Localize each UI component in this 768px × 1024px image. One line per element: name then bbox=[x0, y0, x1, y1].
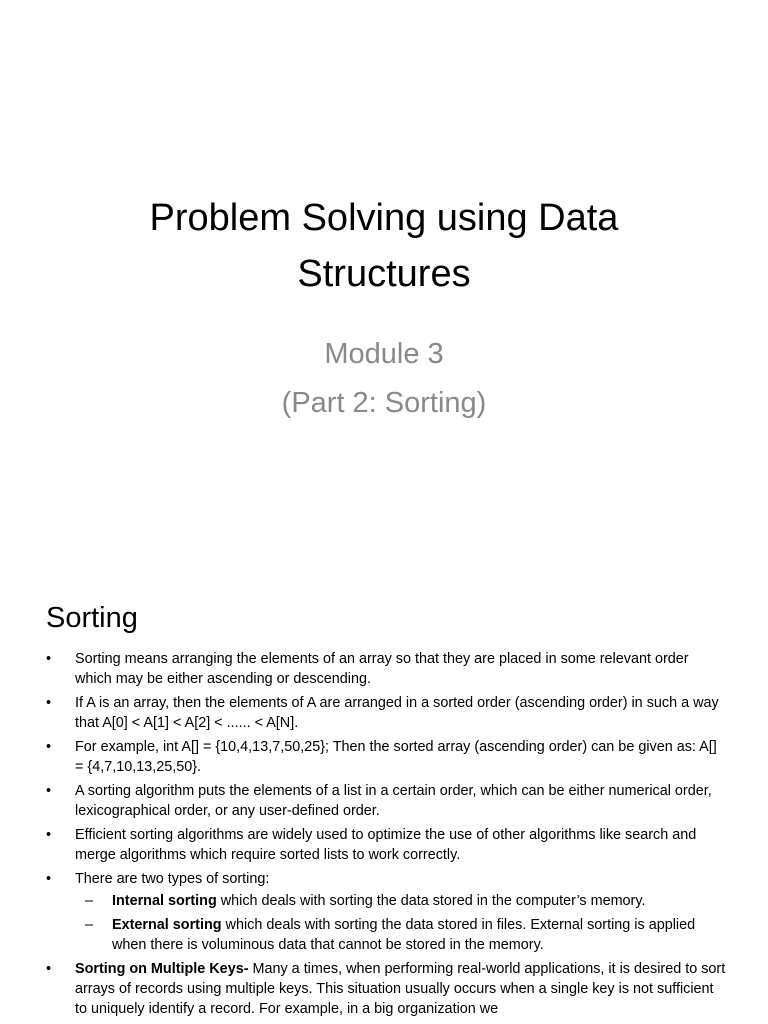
list-item bbox=[46, 781, 728, 821]
list-item bbox=[46, 869, 728, 955]
list-item bbox=[46, 959, 728, 1019]
bullet-text: Many a times, when performing real-world applications, it is desired to sort arrays of records using multiple keys. This situation usually occurs when a single key is not sufficient to uniquely identify a record. For example, in a big organization we bbox=[75, 961, 726, 1017]
bullet-icon: • bbox=[46, 695, 52, 711]
bullet-text: If A is an array, then the elements of A are arranged in a sorted order (ascending order) in such a way that A[0] < A[1] < A[2] < ...... < A[N]. bbox=[75, 695, 719, 731]
bullet-text: There are two types of sorting: bbox=[75, 871, 270, 887]
bullet-icon: • bbox=[46, 739, 52, 755]
bullet-text: A sorting algorithm puts the elements of a list in a certain order, which can be either numerical order, lexicographical order, or any user-defined order. bbox=[75, 783, 712, 819]
sorting-slide bbox=[0, 576, 768, 1024]
dash-icon: – bbox=[85, 917, 94, 933]
section-heading: Sorting bbox=[46, 602, 138, 634]
list-item bbox=[46, 737, 728, 777]
subtitle-module: Module 3 bbox=[324, 338, 444, 370]
sub-bullet-list bbox=[75, 891, 728, 955]
slide-subtitle bbox=[60, 330, 708, 428]
sub-bullet-text: which deals with sorting the data stored in files. External sorting is applied when there is voluminous data that cannot be stored in the memory. bbox=[112, 917, 696, 953]
list-item bbox=[46, 693, 728, 733]
sub-list-item bbox=[75, 915, 728, 955]
bullet-text: Efficient sorting algorithms are widely used to optimize the use of other algorithms like search and merge algorithms which require sorted lists to work correctly. bbox=[75, 827, 697, 863]
bullet-list bbox=[46, 649, 728, 1023]
bullet-icon: • bbox=[46, 871, 52, 887]
bullet-icon: • bbox=[46, 827, 52, 843]
term-multiple-keys: Sorting on Multiple Keys- bbox=[75, 961, 249, 977]
subtitle-part: (Part 2: Sorting) bbox=[281, 387, 487, 419]
list-item bbox=[46, 649, 728, 689]
dash-icon: – bbox=[85, 893, 94, 909]
list-item bbox=[46, 825, 728, 865]
bullet-icon: • bbox=[46, 783, 52, 799]
bullet-icon: • bbox=[46, 961, 52, 977]
slide-title: Problem Solving using Data Structures bbox=[149, 197, 619, 295]
bullet-text: For example, int A[] = {10,4,13,7,50,25}; Then the sorted array (ascending order) can be given as: A[] = {4,7,10,13,25,50}. bbox=[75, 739, 717, 775]
bullet-icon: • bbox=[46, 651, 52, 667]
term-external-sorting: External sorting bbox=[112, 917, 222, 933]
sub-list-item bbox=[75, 891, 728, 911]
sub-bullet-text: which deals with sorting the data stored in the computer’s memory. bbox=[216, 893, 646, 909]
bullet-text: Sorting means arranging the elements of an array so that they are placed in some relevant order which may be either ascending or descending. bbox=[75, 651, 689, 687]
term-internal-sorting: Internal sorting bbox=[112, 893, 217, 909]
